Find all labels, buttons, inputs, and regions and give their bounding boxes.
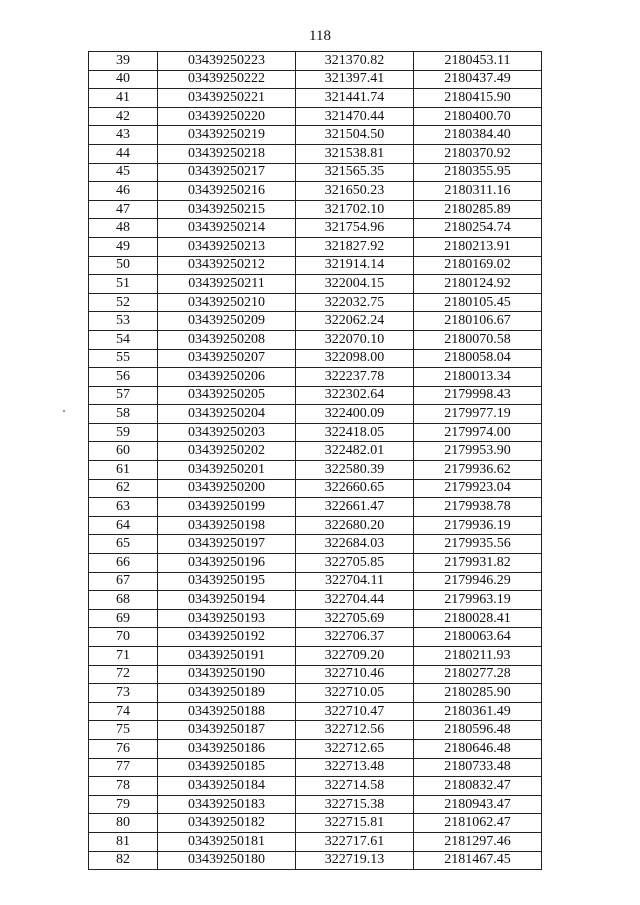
table-row bbox=[89, 237, 542, 256]
x-coordinate-cell: 322709.20 bbox=[296, 647, 414, 666]
x-coordinate-cell: 322717.61 bbox=[296, 832, 414, 851]
cadastral-id-cell: 03439250201 bbox=[158, 461, 296, 480]
y-coordinate-cell: 2179935.56 bbox=[414, 535, 542, 554]
x-coordinate-cell: 322713.48 bbox=[296, 758, 414, 777]
cadastral-id-cell: 03439250211 bbox=[158, 275, 296, 294]
table-row bbox=[89, 126, 542, 145]
cadastral-id-cell: 03439250186 bbox=[158, 739, 296, 758]
x-coordinate-cell: 321397.41 bbox=[296, 70, 414, 89]
table-row bbox=[89, 535, 542, 554]
row-number-cell: 75 bbox=[89, 721, 158, 740]
x-coordinate-cell: 322680.20 bbox=[296, 516, 414, 535]
x-coordinate-cell: 322712.56 bbox=[296, 721, 414, 740]
y-coordinate-cell: 2180943.47 bbox=[414, 795, 542, 814]
x-coordinate-cell: 321504.50 bbox=[296, 126, 414, 145]
table-row bbox=[89, 591, 542, 610]
row-number-cell: 73 bbox=[89, 684, 158, 703]
row-number-cell: 80 bbox=[89, 814, 158, 833]
cadastral-id-cell: 03439250217 bbox=[158, 163, 296, 182]
x-coordinate-cell: 322070.10 bbox=[296, 330, 414, 349]
y-coordinate-cell: 2180453.11 bbox=[414, 52, 542, 71]
table-row bbox=[89, 572, 542, 591]
row-number-cell: 62 bbox=[89, 479, 158, 498]
x-coordinate-cell: 322661.47 bbox=[296, 498, 414, 517]
row-number-cell: 66 bbox=[89, 554, 158, 573]
cadastral-id-cell: 03439250182 bbox=[158, 814, 296, 833]
x-coordinate-cell: 322302.64 bbox=[296, 386, 414, 405]
table-row bbox=[89, 182, 542, 201]
y-coordinate-cell: 2180311.16 bbox=[414, 182, 542, 201]
table-row bbox=[89, 665, 542, 684]
row-number-cell: 57 bbox=[89, 386, 158, 405]
table-row bbox=[89, 628, 542, 647]
cadastral-id-cell: 03439250184 bbox=[158, 777, 296, 796]
table-row bbox=[89, 312, 542, 331]
x-coordinate-cell: 322098.00 bbox=[296, 349, 414, 368]
row-number-cell: 70 bbox=[89, 628, 158, 647]
row-number-cell: 61 bbox=[89, 461, 158, 480]
row-number-cell: 71 bbox=[89, 647, 158, 666]
x-coordinate-cell: 322719.13 bbox=[296, 851, 414, 870]
row-number-cell: 76 bbox=[89, 739, 158, 758]
cadastral-id-cell: 03439250212 bbox=[158, 256, 296, 275]
x-coordinate-cell: 322714.58 bbox=[296, 777, 414, 796]
cadastral-id-cell: 03439250193 bbox=[158, 609, 296, 628]
table-row bbox=[89, 554, 542, 573]
x-coordinate-cell: 321565.35 bbox=[296, 163, 414, 182]
x-coordinate-cell: 322062.24 bbox=[296, 312, 414, 331]
x-coordinate-cell: 321827.92 bbox=[296, 237, 414, 256]
cadastral-id-cell: 03439250183 bbox=[158, 795, 296, 814]
x-coordinate-cell: 322705.69 bbox=[296, 609, 414, 628]
cadastral-id-cell: 03439250209 bbox=[158, 312, 296, 331]
cadastral-id-cell: 03439250216 bbox=[158, 182, 296, 201]
cadastral-id-cell: 03439250198 bbox=[158, 516, 296, 535]
y-coordinate-cell: 2180361.49 bbox=[414, 702, 542, 721]
cadastral-id-cell: 03439250203 bbox=[158, 423, 296, 442]
x-coordinate-cell: 322660.65 bbox=[296, 479, 414, 498]
row-number-cell: 45 bbox=[89, 163, 158, 182]
row-number-cell: 39 bbox=[89, 52, 158, 71]
row-number-cell: 51 bbox=[89, 275, 158, 294]
row-number-cell: 53 bbox=[89, 312, 158, 331]
table-row bbox=[89, 721, 542, 740]
table-row bbox=[89, 349, 542, 368]
cadastral-id-cell: 03439250213 bbox=[158, 237, 296, 256]
x-coordinate-cell: 321538.81 bbox=[296, 144, 414, 163]
x-coordinate-cell: 322710.05 bbox=[296, 684, 414, 703]
row-number-cell: 77 bbox=[89, 758, 158, 777]
x-coordinate-cell: 321441.74 bbox=[296, 89, 414, 108]
row-number-cell: 72 bbox=[89, 665, 158, 684]
y-coordinate-cell: 2180285.90 bbox=[414, 684, 542, 703]
row-number-cell: 63 bbox=[89, 498, 158, 517]
cadastral-id-cell: 03439250180 bbox=[158, 851, 296, 870]
row-number-cell: 48 bbox=[89, 219, 158, 238]
cadastral-id-cell: 03439250188 bbox=[158, 702, 296, 721]
coordinates-table bbox=[88, 51, 542, 870]
row-number-cell: 44 bbox=[89, 144, 158, 163]
y-coordinate-cell: 2180437.49 bbox=[414, 70, 542, 89]
y-coordinate-cell: 2180285.89 bbox=[414, 200, 542, 219]
x-coordinate-cell: 322715.81 bbox=[296, 814, 414, 833]
y-coordinate-cell: 2180070.58 bbox=[414, 330, 542, 349]
y-coordinate-cell: 2180063.64 bbox=[414, 628, 542, 647]
row-number-cell: 40 bbox=[89, 70, 158, 89]
cadastral-id-cell: 03439250219 bbox=[158, 126, 296, 145]
x-coordinate-cell: 322712.65 bbox=[296, 739, 414, 758]
y-coordinate-cell: 2180832.47 bbox=[414, 777, 542, 796]
y-coordinate-cell: 2180277.28 bbox=[414, 665, 542, 684]
cadastral-id-cell: 03439250192 bbox=[158, 628, 296, 647]
y-coordinate-cell: 2180733.48 bbox=[414, 758, 542, 777]
row-number-cell: 47 bbox=[89, 200, 158, 219]
y-coordinate-cell: 2179938.78 bbox=[414, 498, 542, 517]
page-number: 118 bbox=[309, 28, 331, 44]
table-row bbox=[89, 330, 542, 349]
cadastral-id-cell: 03439250189 bbox=[158, 684, 296, 703]
cadastral-id-cell: 03439250223 bbox=[158, 52, 296, 71]
x-coordinate-cell: 322715.38 bbox=[296, 795, 414, 814]
table-row bbox=[89, 52, 542, 71]
cadastral-id-cell: 03439250215 bbox=[158, 200, 296, 219]
x-coordinate-cell: 322684.03 bbox=[296, 535, 414, 554]
table-row bbox=[89, 516, 542, 535]
row-number-cell: 46 bbox=[89, 182, 158, 201]
x-coordinate-cell: 321370.82 bbox=[296, 52, 414, 71]
row-number-cell: 55 bbox=[89, 349, 158, 368]
cadastral-id-cell: 03439250208 bbox=[158, 330, 296, 349]
y-coordinate-cell: 2180415.90 bbox=[414, 89, 542, 108]
x-coordinate-cell: 322237.78 bbox=[296, 368, 414, 387]
y-coordinate-cell: 2180211.93 bbox=[414, 647, 542, 666]
row-number-cell: 69 bbox=[89, 609, 158, 628]
row-number-cell: 50 bbox=[89, 256, 158, 275]
cadastral-id-cell: 03439250194 bbox=[158, 591, 296, 610]
y-coordinate-cell: 2181062.47 bbox=[414, 814, 542, 833]
cadastral-id-cell: 03439250207 bbox=[158, 349, 296, 368]
y-coordinate-cell: 2180370.92 bbox=[414, 144, 542, 163]
x-coordinate-cell: 321470.44 bbox=[296, 107, 414, 126]
y-coordinate-cell: 2180058.04 bbox=[414, 349, 542, 368]
cadastral-id-cell: 03439250195 bbox=[158, 572, 296, 591]
table-row bbox=[89, 702, 542, 721]
row-number-cell: 56 bbox=[89, 368, 158, 387]
row-number-cell: 60 bbox=[89, 442, 158, 461]
row-number-cell: 52 bbox=[89, 293, 158, 312]
row-number-cell: 81 bbox=[89, 832, 158, 851]
row-number-cell: 74 bbox=[89, 702, 158, 721]
x-coordinate-cell: 322400.09 bbox=[296, 405, 414, 424]
x-coordinate-cell: 322418.05 bbox=[296, 423, 414, 442]
table-row bbox=[89, 795, 542, 814]
y-coordinate-cell: 2179936.19 bbox=[414, 516, 542, 535]
table-row bbox=[89, 647, 542, 666]
row-number-cell: 49 bbox=[89, 237, 158, 256]
cadastral-id-cell: 03439250206 bbox=[158, 368, 296, 387]
row-number-cell: 68 bbox=[89, 591, 158, 610]
table-row bbox=[89, 851, 542, 870]
table-row bbox=[89, 423, 542, 442]
y-coordinate-cell: 2179974.00 bbox=[414, 423, 542, 442]
row-number-cell: 43 bbox=[89, 126, 158, 145]
cadastral-id-cell: 03439250218 bbox=[158, 144, 296, 163]
y-coordinate-cell: 2180400.70 bbox=[414, 107, 542, 126]
x-coordinate-cell: 322704.11 bbox=[296, 572, 414, 591]
row-number-cell: 41 bbox=[89, 89, 158, 108]
y-coordinate-cell: 2179931.82 bbox=[414, 554, 542, 573]
y-coordinate-cell: 2179946.29 bbox=[414, 572, 542, 591]
table-row bbox=[89, 832, 542, 851]
cadastral-id-cell: 03439250210 bbox=[158, 293, 296, 312]
cadastral-id-cell: 03439250199 bbox=[158, 498, 296, 517]
x-coordinate-cell: 321650.23 bbox=[296, 182, 414, 201]
table-row bbox=[89, 461, 542, 480]
cadastral-id-cell: 03439250191 bbox=[158, 647, 296, 666]
table-row bbox=[89, 405, 542, 424]
y-coordinate-cell: 2180254.74 bbox=[414, 219, 542, 238]
row-number-cell: 42 bbox=[89, 107, 158, 126]
cadastral-id-cell: 03439250197 bbox=[158, 535, 296, 554]
table-row bbox=[89, 70, 542, 89]
y-coordinate-cell: 2179936.62 bbox=[414, 461, 542, 480]
y-coordinate-cell: 2180384.40 bbox=[414, 126, 542, 145]
y-coordinate-cell: 2181467.45 bbox=[414, 851, 542, 870]
cadastral-id-cell: 03439250181 bbox=[158, 832, 296, 851]
table-row bbox=[89, 107, 542, 126]
row-number-cell: 54 bbox=[89, 330, 158, 349]
x-coordinate-cell: 322710.46 bbox=[296, 665, 414, 684]
x-coordinate-cell: 322704.44 bbox=[296, 591, 414, 610]
table-row bbox=[89, 609, 542, 628]
table-row bbox=[89, 814, 542, 833]
y-coordinate-cell: 2180169.02 bbox=[414, 256, 542, 275]
x-coordinate-cell: 322482.01 bbox=[296, 442, 414, 461]
row-number-cell: 82 bbox=[89, 851, 158, 870]
y-coordinate-cell: 2179998.43 bbox=[414, 386, 542, 405]
y-coordinate-cell: 2180124.92 bbox=[414, 275, 542, 294]
y-coordinate-cell: 2180213.91 bbox=[414, 237, 542, 256]
table-row bbox=[89, 368, 542, 387]
cadastral-id-cell: 03439250202 bbox=[158, 442, 296, 461]
table-row bbox=[89, 442, 542, 461]
y-coordinate-cell: 2180646.48 bbox=[414, 739, 542, 758]
row-number-cell: 59 bbox=[89, 423, 158, 442]
table-row bbox=[89, 163, 542, 182]
cadastral-id-cell: 03439250220 bbox=[158, 107, 296, 126]
cadastral-id-cell: 03439250185 bbox=[158, 758, 296, 777]
cadastral-id-cell: 03439250204 bbox=[158, 405, 296, 424]
y-coordinate-cell: 2179923.04 bbox=[414, 479, 542, 498]
cadastral-id-cell: 03439250222 bbox=[158, 70, 296, 89]
x-coordinate-cell: 322706.37 bbox=[296, 628, 414, 647]
row-number-cell: 65 bbox=[89, 535, 158, 554]
x-coordinate-cell: 321754.96 bbox=[296, 219, 414, 238]
table-row bbox=[89, 777, 542, 796]
x-coordinate-cell: 322705.85 bbox=[296, 554, 414, 573]
table-row bbox=[89, 293, 542, 312]
row-number-cell: 67 bbox=[89, 572, 158, 591]
table-row bbox=[89, 498, 542, 517]
table-row bbox=[89, 479, 542, 498]
y-coordinate-cell: 2180106.67 bbox=[414, 312, 542, 331]
table-row bbox=[89, 89, 542, 108]
margin-mark bbox=[63, 410, 65, 412]
table-row bbox=[89, 200, 542, 219]
table-row bbox=[89, 739, 542, 758]
y-coordinate-cell: 2181297.46 bbox=[414, 832, 542, 851]
y-coordinate-cell: 2180105.45 bbox=[414, 293, 542, 312]
row-number-cell: 78 bbox=[89, 777, 158, 796]
cadastral-id-cell: 03439250187 bbox=[158, 721, 296, 740]
x-coordinate-cell: 322004.15 bbox=[296, 275, 414, 294]
cadastral-id-cell: 03439250190 bbox=[158, 665, 296, 684]
row-number-cell: 64 bbox=[89, 516, 158, 535]
table-row bbox=[89, 275, 542, 294]
table-row bbox=[89, 144, 542, 163]
row-number-cell: 79 bbox=[89, 795, 158, 814]
table-row bbox=[89, 684, 542, 703]
table-body bbox=[89, 52, 542, 870]
x-coordinate-cell: 322032.75 bbox=[296, 293, 414, 312]
table-row bbox=[89, 758, 542, 777]
y-coordinate-cell: 2180596.48 bbox=[414, 721, 542, 740]
y-coordinate-cell: 2179977.19 bbox=[414, 405, 542, 424]
table-row bbox=[89, 386, 542, 405]
cadastral-id-cell: 03439250200 bbox=[158, 479, 296, 498]
table-row bbox=[89, 219, 542, 238]
table-row bbox=[89, 256, 542, 275]
x-coordinate-cell: 322580.39 bbox=[296, 461, 414, 480]
cadastral-id-cell: 03439250221 bbox=[158, 89, 296, 108]
y-coordinate-cell: 2180028.41 bbox=[414, 609, 542, 628]
y-coordinate-cell: 2179963.19 bbox=[414, 591, 542, 610]
cadastral-id-cell: 03439250214 bbox=[158, 219, 296, 238]
x-coordinate-cell: 322710.47 bbox=[296, 702, 414, 721]
cadastral-id-cell: 03439250196 bbox=[158, 554, 296, 573]
x-coordinate-cell: 321914.14 bbox=[296, 256, 414, 275]
y-coordinate-cell: 2179953.90 bbox=[414, 442, 542, 461]
cadastral-id-cell: 03439250205 bbox=[158, 386, 296, 405]
y-coordinate-cell: 2180355.95 bbox=[414, 163, 542, 182]
x-coordinate-cell: 321702.10 bbox=[296, 200, 414, 219]
y-coordinate-cell: 2180013.34 bbox=[414, 368, 542, 387]
row-number-cell: 58 bbox=[89, 405, 158, 424]
